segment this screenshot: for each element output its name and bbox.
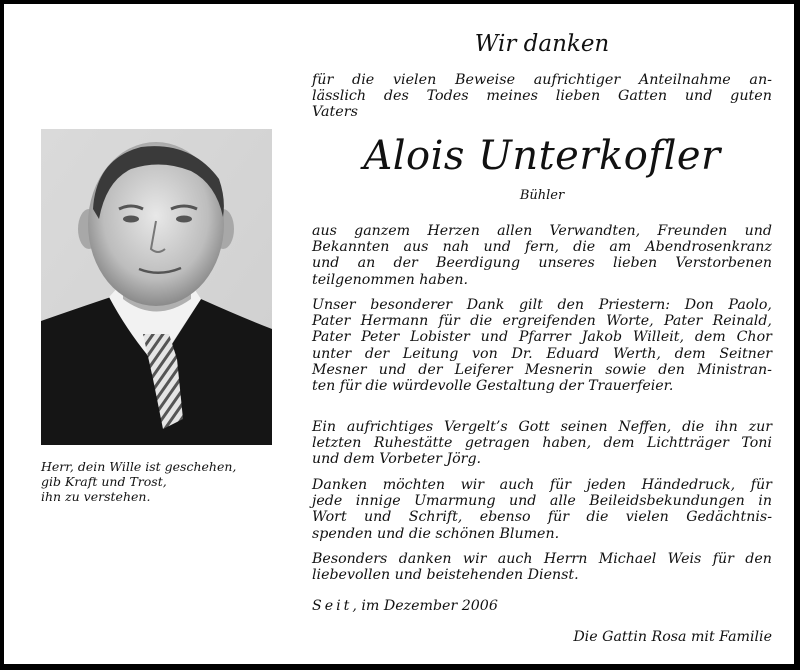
paragraph-line: liebevollen und beistehenden Dienst. xyxy=(312,567,579,584)
paragraph-line: spenden und die schönen Blumen. xyxy=(312,525,560,542)
caption-line: ihn zu verstehen. xyxy=(41,489,151,504)
paragraph-line: ten für die würdevolle Gestaltung der Trauerfeier. xyxy=(312,378,674,395)
paragraph-line: und dem Vorbeter Jörg. xyxy=(312,451,482,468)
portrait-illustration xyxy=(41,129,272,445)
paragraph-line: Bekannten aus nah und fern, die am Abendrosenkranz xyxy=(312,239,772,256)
paragraph-line: Mesner und der Leiferer Mesnerin sowie den Ministran- xyxy=(312,361,772,378)
deceased-name: Alois Unterkofler xyxy=(363,133,721,179)
intro-line: Vaters xyxy=(312,104,358,120)
caption-line: Herr, dein Wille ist geschehen, xyxy=(41,459,237,474)
paragraph-thanks-relatives xyxy=(312,223,772,288)
paragraph-line: aus ganzem Herzen allen Verwandten, Freunden und xyxy=(312,223,772,239)
paragraph-thanks-nephews xyxy=(312,419,772,468)
paragraph-line: Ein aufrichtiges Vergelt’s Gott seinen Neffen, die ihn zur xyxy=(312,419,772,435)
intro-line: für die vielen Beweise aufrichtiger Anteilnahme an- xyxy=(312,72,772,88)
paragraph-thanks-priests xyxy=(312,297,772,394)
paragraph-line: jede innige Umarmung und alle Beileidsbekundungen in xyxy=(312,493,772,510)
signature: Die Gattin Rosa mit Familie xyxy=(573,629,772,645)
intro-line: lässlich des Todes meines lieben Gatten und guten xyxy=(312,88,772,104)
paragraph-line: Danken möchten wir auch für jeden Händedruck, für xyxy=(312,477,772,493)
paragraph-line: letzten Ruhestätte getragen haben, dem Lichtträger Toni xyxy=(312,435,772,452)
intro-text xyxy=(312,72,772,120)
paragraph-thanks-michael-weis xyxy=(312,551,772,583)
notice-heading: Wir danken xyxy=(474,31,610,57)
date-text: , im Dezember 2006 xyxy=(352,598,498,614)
paragraph-line: Wort und Schrift, ebenso für die vielen Gedächtnis- xyxy=(312,509,772,526)
place-name: Seit xyxy=(312,598,353,614)
paragraph-line: Besonders danken wir auch Herrn Michael Weis für den xyxy=(312,551,772,567)
photo-caption xyxy=(41,459,291,504)
paragraph-line: unter der Leitung von Dr. Eduard Werth, dem Seitner xyxy=(312,345,772,362)
deceased-place: Bühler xyxy=(519,188,565,203)
paragraph-line: Pater Peter Lobister und Pfarrer Jakob Willeit, dem Chor xyxy=(312,329,772,346)
paragraph-line: und an der Beerdigung unseres lieben Verstorbenen xyxy=(312,255,772,272)
paragraph-line: teilgenommen haben. xyxy=(312,271,469,288)
portrait-photo xyxy=(41,129,272,445)
place-and-date xyxy=(312,598,498,614)
paragraph-thanks-condolences xyxy=(312,477,772,542)
paragraph-line: Pater Hermann für die ergreifenden Worte, Pater Reinald, xyxy=(312,313,772,330)
paragraph-line: Unser besonderer Dank gilt den Priestern: Don Paolo, xyxy=(312,297,772,313)
caption-line: gib Kraft und Trost, xyxy=(41,474,167,489)
